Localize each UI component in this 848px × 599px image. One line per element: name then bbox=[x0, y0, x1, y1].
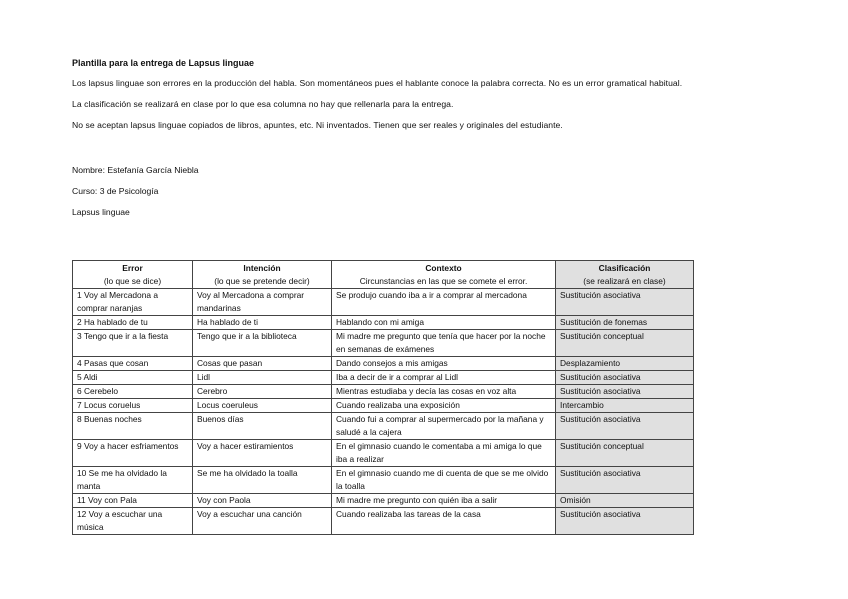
cell-clasificacion: Sustitución asociativa bbox=[556, 385, 694, 399]
cell-clasificacion: Intercambio bbox=[556, 399, 694, 413]
course-line: Curso: 3 de Psicología bbox=[72, 186, 159, 196]
cell-error: 11 Voy con Pala bbox=[73, 494, 193, 508]
cell-clasificacion: Sustitución asociativa bbox=[556, 371, 694, 385]
cell-contexto: Mi madre me pregunto con quién iba a salir bbox=[332, 494, 556, 508]
header-contexto-title: Contexto bbox=[425, 263, 462, 273]
header-clasificacion bbox=[556, 261, 694, 289]
cell-error: 2 Ha hablado de tu bbox=[73, 316, 193, 330]
table-row bbox=[73, 385, 694, 399]
student-name: Nombre: Estefanía García Niebla bbox=[72, 165, 199, 175]
cell-clasificacion: Sustitución conceptual bbox=[556, 440, 694, 467]
cell-contexto: Hablando con mi amiga bbox=[332, 316, 556, 330]
cell-intencion: Locus coeruleus bbox=[193, 399, 332, 413]
section-label: Lapsus linguae bbox=[72, 207, 130, 217]
cell-contexto: Mi madre me pregunto que tenía que hacer por la noche en semanas de exámenes bbox=[332, 330, 556, 357]
table-row bbox=[73, 440, 694, 467]
intro-paragraph-2: La clasificación se realizará en clase por lo que esa columna no hay que rellenarla para la entrega. bbox=[72, 99, 454, 109]
cell-error: 3 Tengo que ir a la fiesta bbox=[73, 330, 193, 357]
cell-clasificacion: Sustitución asociativa bbox=[556, 289, 694, 316]
cell-contexto: En el gimnasio cuando me di cuenta de que se me olvido la toalla bbox=[332, 467, 556, 494]
intro-paragraph-1: Los lapsus linguae son errores en la producción del habla. Son momentáneos pues el hablante conoce la palabra correcta. No es un error gramatical habitual. bbox=[72, 78, 683, 88]
cell-clasificacion: Sustitución de fonemas bbox=[556, 316, 694, 330]
cell-intencion: Voy a escuchar una canción bbox=[193, 508, 332, 535]
cell-contexto: Cuando realizaba una exposición bbox=[332, 399, 556, 413]
table-row bbox=[73, 289, 694, 316]
cell-error: 5 Aldi bbox=[73, 371, 193, 385]
header-error-subtitle: (lo que se dice) bbox=[103, 276, 162, 286]
table-row bbox=[73, 413, 694, 440]
cell-error: 8 Buenas noches bbox=[73, 413, 193, 440]
cell-error: 7 Locus coruelus bbox=[73, 399, 193, 413]
header-clasificacion-subtitle: (se realizará en clase) bbox=[583, 276, 666, 286]
cell-intencion: Lidl bbox=[193, 371, 332, 385]
cell-contexto: Se produjo cuando iba a ir a comprar al mercadona bbox=[332, 289, 556, 316]
cell-intencion: Ha hablado de ti bbox=[193, 316, 332, 330]
cell-intencion: Cerebro bbox=[193, 385, 332, 399]
cell-clasificacion: Desplazamiento bbox=[556, 357, 694, 371]
table-row bbox=[73, 467, 694, 494]
table-row bbox=[73, 399, 694, 413]
cell-contexto: En el gimnasio cuando le comentaba a mi amiga lo que iba a realizar bbox=[332, 440, 556, 467]
cell-error: 6 Cerebelo bbox=[73, 385, 193, 399]
cell-intencion: Se me ha olvidado la toalla bbox=[193, 467, 332, 494]
table-row bbox=[73, 371, 694, 385]
cell-contexto: Cuando fui a comprar al supermercado por la mañana y saludé a la cajera bbox=[332, 413, 556, 440]
cell-contexto: Mientras estudiaba y decía las cosas en voz alta bbox=[332, 385, 556, 399]
header-intencion bbox=[193, 261, 332, 289]
cell-error: 4 Pasas que cosan bbox=[73, 357, 193, 371]
header-intencion-subtitle: (lo que se pretende decir) bbox=[214, 276, 310, 286]
document-title: Plantilla para la entrega de Lapsus linguae bbox=[72, 58, 255, 68]
cell-error: 10 Se me ha olvidado la manta bbox=[73, 467, 193, 494]
cell-clasificacion: Omisión bbox=[556, 494, 694, 508]
cell-clasificacion: Sustitución asociativa bbox=[556, 467, 694, 494]
cell-clasificacion: Sustitución conceptual bbox=[556, 330, 694, 357]
table-row bbox=[73, 494, 694, 508]
cell-clasificacion: Sustitución asociativa bbox=[556, 508, 694, 535]
cell-intencion: Voy a hacer estiramientos bbox=[193, 440, 332, 467]
table-row bbox=[73, 357, 694, 371]
cell-intencion: Voy con Paola bbox=[193, 494, 332, 508]
lapsus-table bbox=[72, 260, 694, 535]
table-row bbox=[73, 316, 694, 330]
header-clasificacion-title: Clasificación bbox=[598, 263, 651, 273]
header-intencion-title: Intención bbox=[243, 263, 281, 273]
document-body bbox=[72, 58, 812, 228]
header-contexto-subtitle: Circunstancias en las que se comete el error. bbox=[359, 276, 528, 286]
cell-contexto: Iba a decir de ir a comprar al Lidl bbox=[332, 371, 556, 385]
cell-intencion: Tengo que ir a la biblioteca bbox=[193, 330, 332, 357]
cell-intencion: Cosas que pasan bbox=[193, 357, 332, 371]
intro-paragraph-3: No se aceptan lapsus linguae copiados de libros, apuntes, etc. Ni inventados. Tienen que ser reales y originales del estudiante. bbox=[72, 120, 563, 130]
header-error bbox=[73, 261, 193, 289]
table-row bbox=[73, 330, 694, 357]
table-header-row bbox=[73, 261, 694, 289]
table-row bbox=[73, 508, 694, 535]
cell-error: 1 Voy al Mercadona a comprar naranjas bbox=[73, 289, 193, 316]
header-contexto bbox=[332, 261, 556, 289]
cell-contexto: Cuando realizaba las tareas de la casa bbox=[332, 508, 556, 535]
cell-contexto: Dando consejos a mis amigas bbox=[332, 357, 556, 371]
cell-intencion: Buenos días bbox=[193, 413, 332, 440]
cell-intencion: Voy al Mercadona a comprar mandarinas bbox=[193, 289, 332, 316]
cell-error: 9 Voy a hacer esfriamentos bbox=[73, 440, 193, 467]
header-error-title: Error bbox=[122, 263, 143, 273]
cell-error: 12 Voy a escuchar una música bbox=[73, 508, 193, 535]
cell-clasificacion: Sustitución asociativa bbox=[556, 413, 694, 440]
